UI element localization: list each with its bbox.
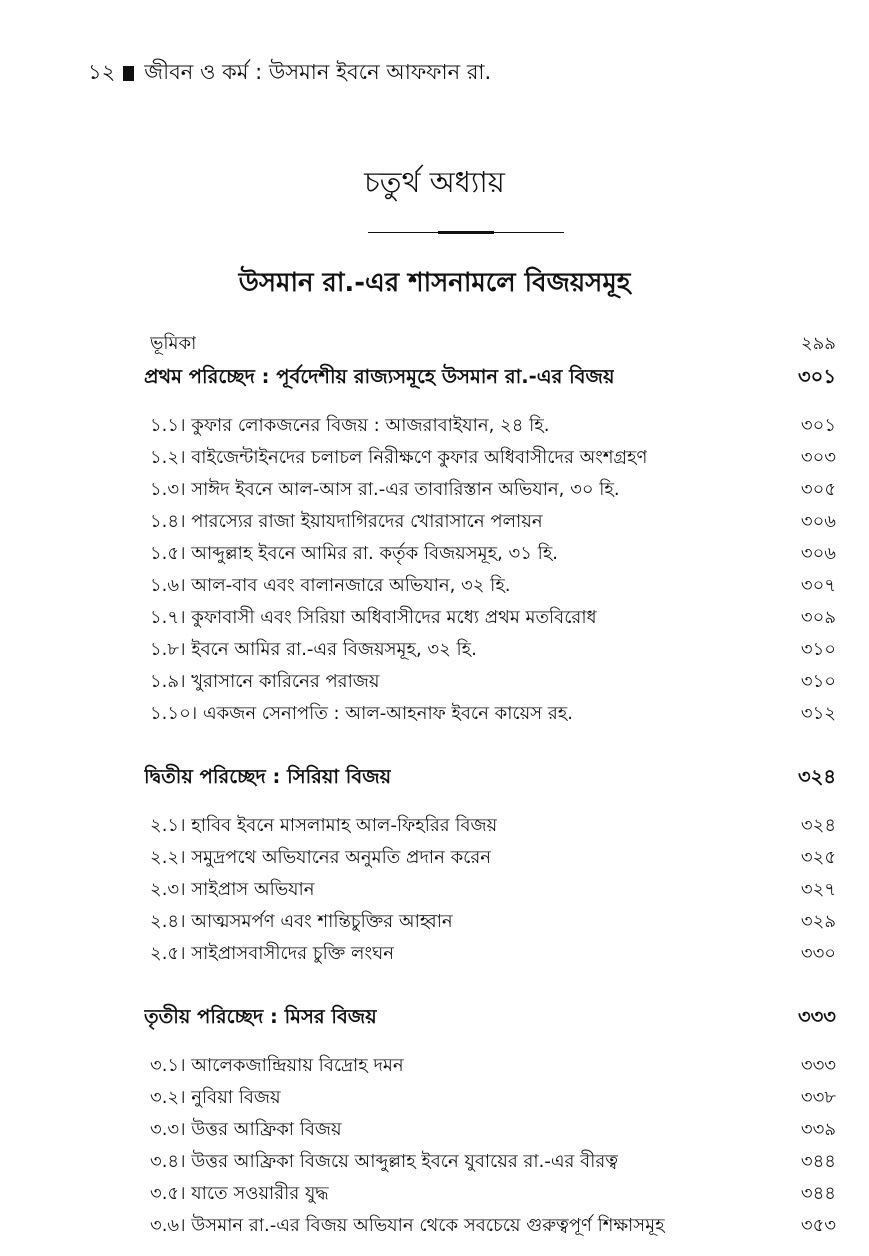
entry-page: ৩৫৩ [800, 1215, 836, 1236]
entry-title: ২.৫। সাইপ্রাসবাসীদের চুক্তি লংঘন [150, 943, 394, 964]
toc-entry [150, 1050, 836, 1082]
entry-page: ৩১০ [800, 639, 836, 660]
section-page: ৩০১ [797, 365, 836, 388]
toc-entry [150, 1210, 836, 1242]
entry-title: ২.১। হাবিব ইবনে মাসলামাহ আল-ফিহরির বিজয় [150, 815, 498, 836]
toc-entry [150, 1146, 836, 1178]
entry-title: ২.২। সমুদ্রপথে অভিযানের অনুমতি প্রদান করেন [150, 847, 492, 868]
chapter-title: চতুর্থ অধ্যায় [364, 165, 505, 199]
entry-page: ৩৩০ [800, 943, 836, 964]
toc-entry [150, 874, 836, 906]
square-bullet-icon [123, 66, 134, 81]
toc-entry [150, 1114, 836, 1146]
entry-title: ১.১০। একজন সেনাপতি : আল-আহনাফ ইবনে কায়েস রহ. [150, 703, 573, 724]
toc-entry [150, 666, 836, 698]
entry-page: ৩০৫ [800, 479, 836, 500]
toc-entry [150, 906, 836, 938]
entry-title: ৩.৬। উসমান রা.-এর বিজয় অভিযান থেকে সবচেয়ে গুরুত্বপূর্ণ শিক্ষাসমূহ [150, 1215, 665, 1236]
main-heading: উসমান রা.-এর শাসনামলে বিজয়সমূহ [238, 268, 631, 298]
entry-title: ১.৩। সাঈদ ইবনে আল-আস রা.-এর তাবারিস্তান অভিযান, ৩০ হি. [150, 479, 620, 500]
toc-entry [150, 938, 836, 970]
entry-page: ৩২৪ [800, 815, 836, 836]
entry-page: ৩০৭ [800, 575, 836, 596]
toc-entry [150, 570, 836, 602]
toc-intro [150, 328, 836, 360]
book-title: জীবন ও কর্ম : উসমান ইবনে আফফান রা. [144, 60, 492, 84]
entry-page: ৩৪৪ [800, 1183, 836, 1204]
entry-title: ২.৪। আত্মসমর্পণ এবং শান্তিচুক্তির আহ্বান [150, 911, 453, 932]
section-page: ৩২৪ [797, 765, 836, 788]
toc-entry [150, 842, 836, 874]
entry-title: ১.৮। ইবনে আমির রা.-এর বিজয়সমূহ, ৩২ হি. [150, 639, 477, 660]
entry-title: ৩.৩। উত্তর আফ্রিকা বিজয় [150, 1119, 342, 1140]
section-title: দ্বিতীয় পরিচ্ছেদ : সিরিয়া বিজয় [144, 765, 392, 788]
entry-title: ১.৫। আব্দুল্লাহ ইবনে আমির রা. কর্তৃক বিজয়সমূহ, ৩১ হি. [150, 543, 558, 564]
toc-entry [150, 410, 836, 442]
section-heading [144, 1000, 836, 1034]
entry-page: ৩২৯ [800, 911, 836, 932]
entry-page: ৩০১ [800, 415, 836, 436]
table-of-contents [144, 328, 836, 1242]
section-title: প্রথম পরিচ্ছেদ : পূর্বদেশীয় রাজ্যসমূহে উসমান রা.-এর বিজয় [144, 365, 615, 388]
toc-entry [150, 538, 836, 570]
entry-title: ৩.১। আলেকজান্দ্রিয়ায় বিদ্রোহ দমন [150, 1055, 404, 1076]
entry-page: ৩০৬ [800, 543, 836, 564]
entry-page: ৩৩৩ [800, 1055, 836, 1076]
toc-entry [150, 810, 836, 842]
entry-title: ২.৩। সাইপ্রাস অভিযান [150, 879, 315, 900]
entry-page: ৩৩৮ [800, 1087, 836, 1108]
toc-entry [150, 442, 836, 474]
entry-title: ১.৭। কুফাবাসী এবং সিরিয়া অধিবাসীদের মধ্যে প্রথম মতবিরোধ [150, 607, 597, 628]
section-heading [144, 360, 836, 394]
section-heading [144, 760, 836, 794]
toc-entry [150, 1082, 836, 1114]
entry-title: ৩.২। নুবিয়া বিজয় [150, 1087, 281, 1108]
entry-page: ৩১০ [800, 671, 836, 692]
toc-entry [150, 474, 836, 506]
toc-intro-title: ভূমিকা [150, 333, 197, 354]
entry-page: ৩২৫ [800, 847, 836, 868]
entry-page: ৩৩৯ [800, 1119, 836, 1140]
entry-title: ৩.৫। যাতে সওয়ারীর যুদ্ধ [150, 1183, 329, 1204]
toc-entry [150, 602, 836, 634]
toc-entry [150, 1178, 836, 1210]
entry-page: ৩৪৪ [800, 1151, 836, 1172]
entry-page: ৩১২ [800, 703, 836, 724]
entry-title: ১.২। বাইজেন্টাইনদের চলাচল নিরীক্ষণে কুফার অধিবাসীদের অংশগ্রহণ [150, 447, 648, 468]
ornamental-rule [368, 232, 564, 233]
entry-page: ৩০৯ [800, 607, 836, 628]
toc-intro-page: ২৯৯ [800, 333, 836, 354]
section-title: তৃতীয় পরিচ্ছেদ : মিসর বিজয় [144, 1005, 377, 1028]
entry-title: ১.৪। পারস্যের রাজা ইয়াযদাগিরদের খোরাসানে পলায়ন [150, 511, 543, 532]
toc-entry [150, 698, 836, 730]
section-page: ৩৩৩ [797, 1005, 836, 1028]
entry-page: ৩২৭ [800, 879, 836, 900]
toc-entry [150, 506, 836, 538]
entry-page: ৩০৩ [800, 447, 836, 468]
entry-title: ১.১। কুফার লোকজনের বিজয় : আজরাবাইযান, ২৪ হি. [150, 415, 550, 436]
toc-entry [150, 634, 836, 666]
entry-page: ৩০৬ [800, 511, 836, 532]
entry-title: ১.৬। আল-বাব এবং বালানজারে অভিযান, ৩২ হি. [150, 575, 511, 596]
running-head [88, 56, 491, 91]
entry-title: ৩.৪। উত্তর আফ্রিকা বিজয়ে আব্দুল্লাহ ইবনে যুবায়ের রা.-এর বীরত্ব [150, 1151, 619, 1172]
entry-title: ১.৯। খুরাসানে কারিনের পরাজয় [150, 671, 380, 692]
page-number: ১২ [88, 60, 116, 84]
